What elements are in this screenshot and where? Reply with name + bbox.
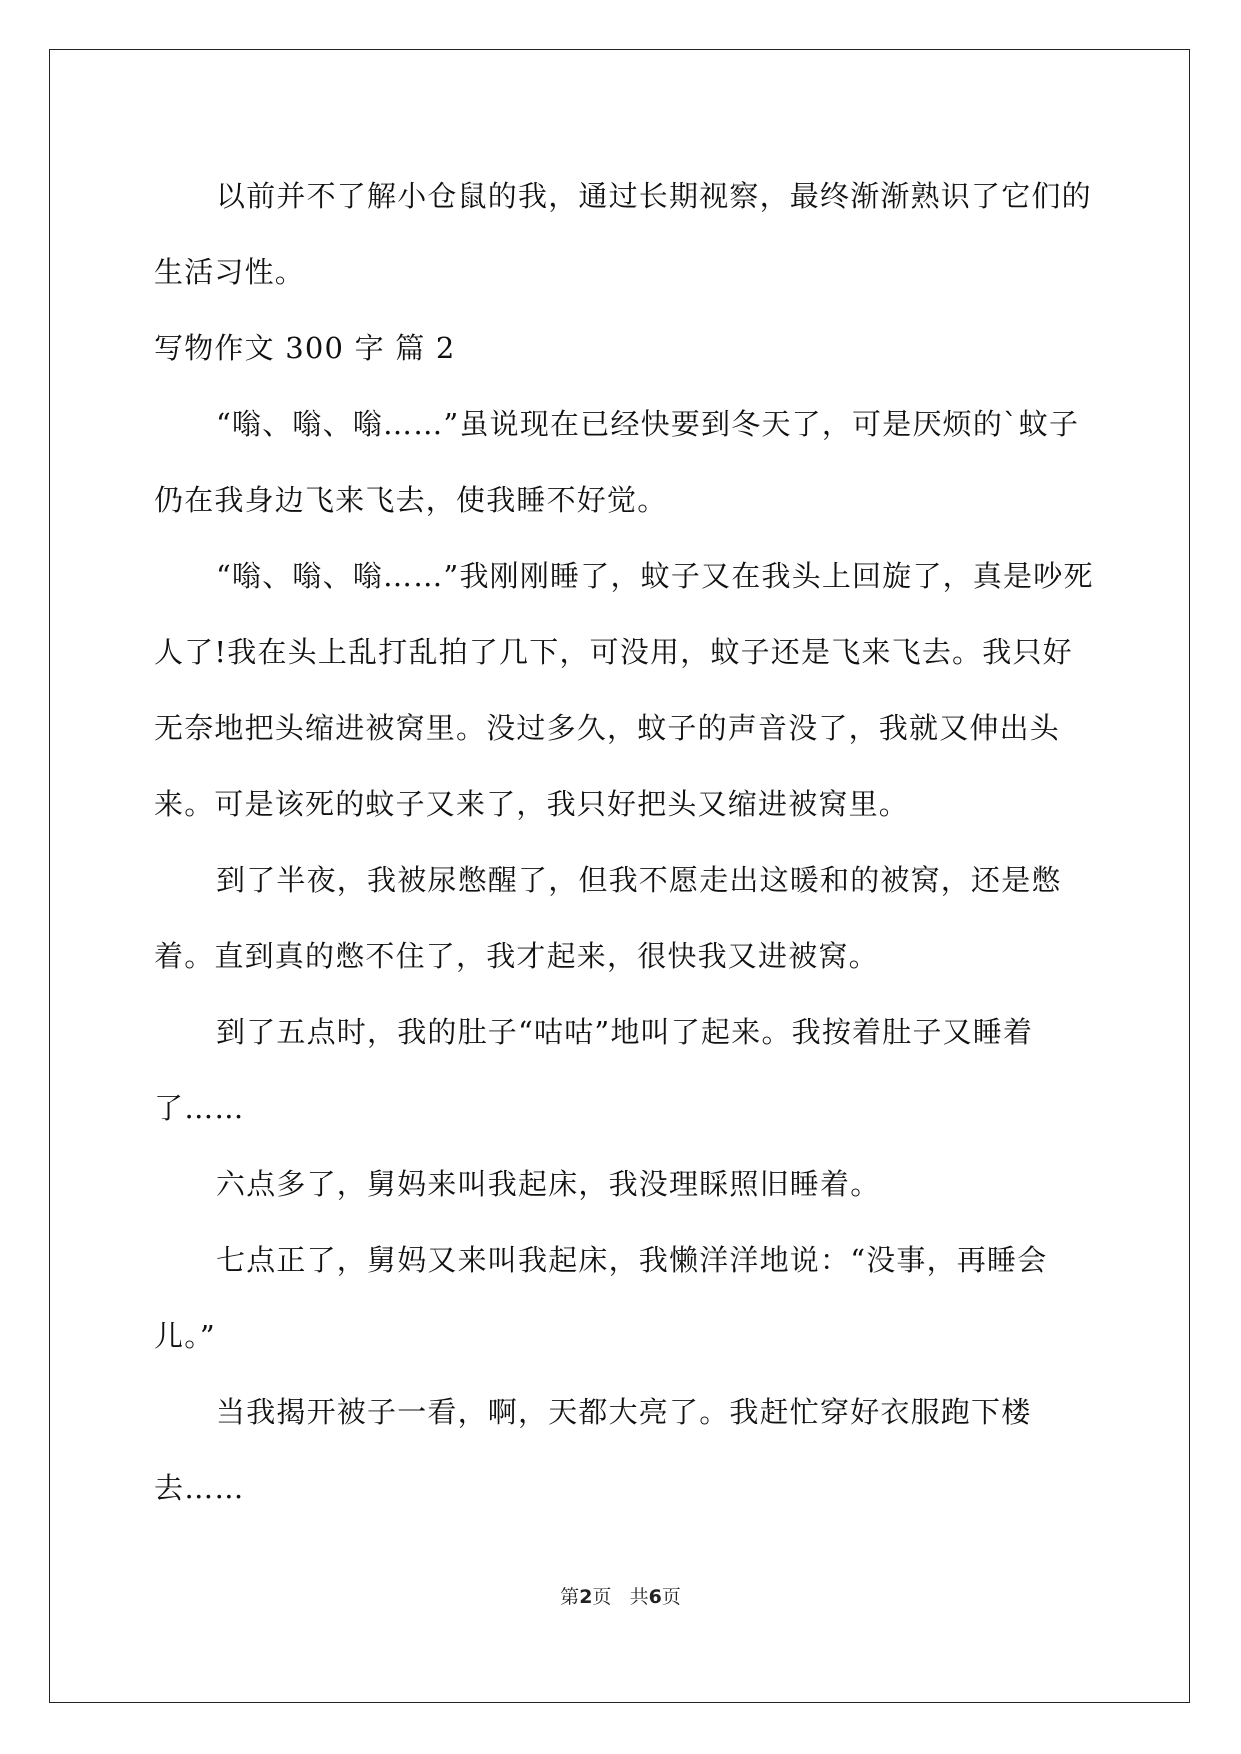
page-footer	[0, 1582, 1241, 1609]
section-heading: 写物作文 300 字 篇 2	[154, 331, 456, 365]
paragraph: “嗡、嗡、嗡……”我刚刚睡了，蚊子又在我头上回旋了，真是吵死人了!我在头上乱打乱拍了几下，可没用，蚊子还是飞来飞去。我只好无奈地把头缩进被窝里。没过多久，蚊子的声音没了，我就又伸出头来。可是该死的蚊子又来了，我只好把头又缩进被窝里。	[154, 559, 1094, 821]
paragraph: 以前并不了解小仓鼠的我，通过长期视察，最终渐渐熟识了它们的生活习性。	[154, 179, 1092, 289]
document-body	[154, 158, 1094, 1526]
footer-total-prefix: 共	[629, 1586, 649, 1608]
footer-prefix: 第	[560, 1586, 580, 1608]
paragraph: 到了五点时，我的肚子“咕咕”地叫了起来。我按着肚子又睡着了……	[154, 1015, 1034, 1125]
paragraph: 到了半夜，我被尿憋醒了，但我不愿走出这暖和的被窝，还是憋着。直到真的憋不住了，我才起来，很快我又进被窝。	[154, 863, 1062, 973]
paragraph: 当我揭开被子一看，啊，天都大亮了。我赶忙穿好衣服跑下楼去……	[154, 1395, 1032, 1505]
footer-page-suffix: 页	[592, 1586, 612, 1608]
paragraph: “嗡、嗡、嗡……”虽说现在已经快要到冬天了，可是厌烦的`蚊子仍在我身边飞来飞去，使我睡不好觉。	[154, 407, 1080, 517]
paragraph: 七点正了，舅妈又来叫我起床，我懒洋洋地说：“没事，再睡会儿。”	[154, 1243, 1048, 1353]
paragraph: 六点多了，舅妈来叫我起床，我没理睬照旧睡着。	[216, 1167, 881, 1201]
footer-total-suffix: 页	[661, 1586, 681, 1608]
total-page-count: 6	[648, 1586, 662, 1608]
current-page-number: 2	[579, 1586, 593, 1608]
